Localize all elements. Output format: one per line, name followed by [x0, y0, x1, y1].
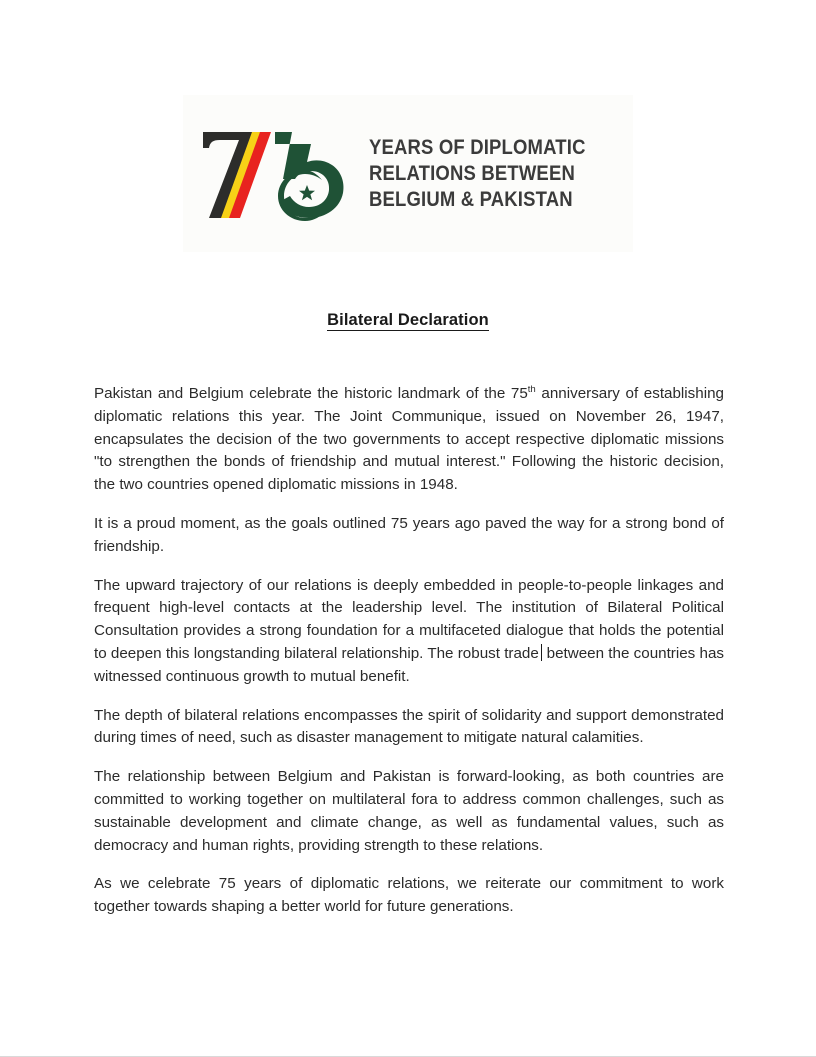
paragraph-p6: As we celebrate 75 years of diplomatic relations, we reiterate our commitment to work together towards shaping a better world for future generations.	[94, 875, 724, 916]
paragraph-p5: The relationship between Belgium and Pakistan is forward-looking, as both countries are committed to working together on multilateral fora to address common challenges, such as sustainable development and climate change, as well as fundamental values, such as democracy and human rights, providing strength to these relations.	[94, 768, 724, 854]
paragraph-p4: The depth of bilateral relations encompasses the spirit of solidarity and support demonstrated during times of need, such as disaster management to mitigate natural calamities.	[94, 706, 724, 747]
document-body	[94, 383, 724, 919]
page-title	[94, 311, 722, 330]
text-cursor-caret[interactable]	[541, 644, 543, 661]
75-anniversary-logo-icon	[195, 126, 347, 222]
paragraph-p1: Pakistan and Belgium celebrate the historic landmark of the 75th anniversary of establishing diplomatic relations this year. The Joint Communique, issued on November 26, 1947, encapsulates the decision of the two governments to accept respective diplomatic missions "to strengthen the bonds of friendship and mutual interest." Following the historic decision, the two countries opened diplomatic missions in 1948.	[94, 383, 724, 494]
paragraph-p3: The upward trajectory of our relations is deeply embedded in people-to-people linkages and frequent high-level contacts at the leadership level. The institution of Bilateral Political Consultation provides a strong foundation for a multifaceted dialogue that holds the potential to deepen this longstanding bilateral relationship. The robust trade between the countries has witnessed continuous growth to mutual benefit.	[94, 576, 724, 685]
logo-wordmark	[369, 135, 621, 212]
page-title-text: Bilateral Declaration	[327, 311, 489, 329]
logo-wordmark-line-2: RELATIONS BETWEEN	[369, 161, 576, 185]
ordinal-suffix: th	[527, 383, 536, 395]
logo-wordmark-line-1: YEARS OF DIPLOMATIC	[369, 135, 586, 159]
logo-wordmark-line-3: BELGIUM & PAKISTAN	[369, 187, 573, 211]
logo-inner	[195, 126, 621, 222]
anniversary-logo-banner	[183, 95, 633, 252]
paragraph-p2: It is a proud moment, as the goals outlined 75 years ago paved the way for a strong bond of friendship.	[94, 514, 724, 555]
